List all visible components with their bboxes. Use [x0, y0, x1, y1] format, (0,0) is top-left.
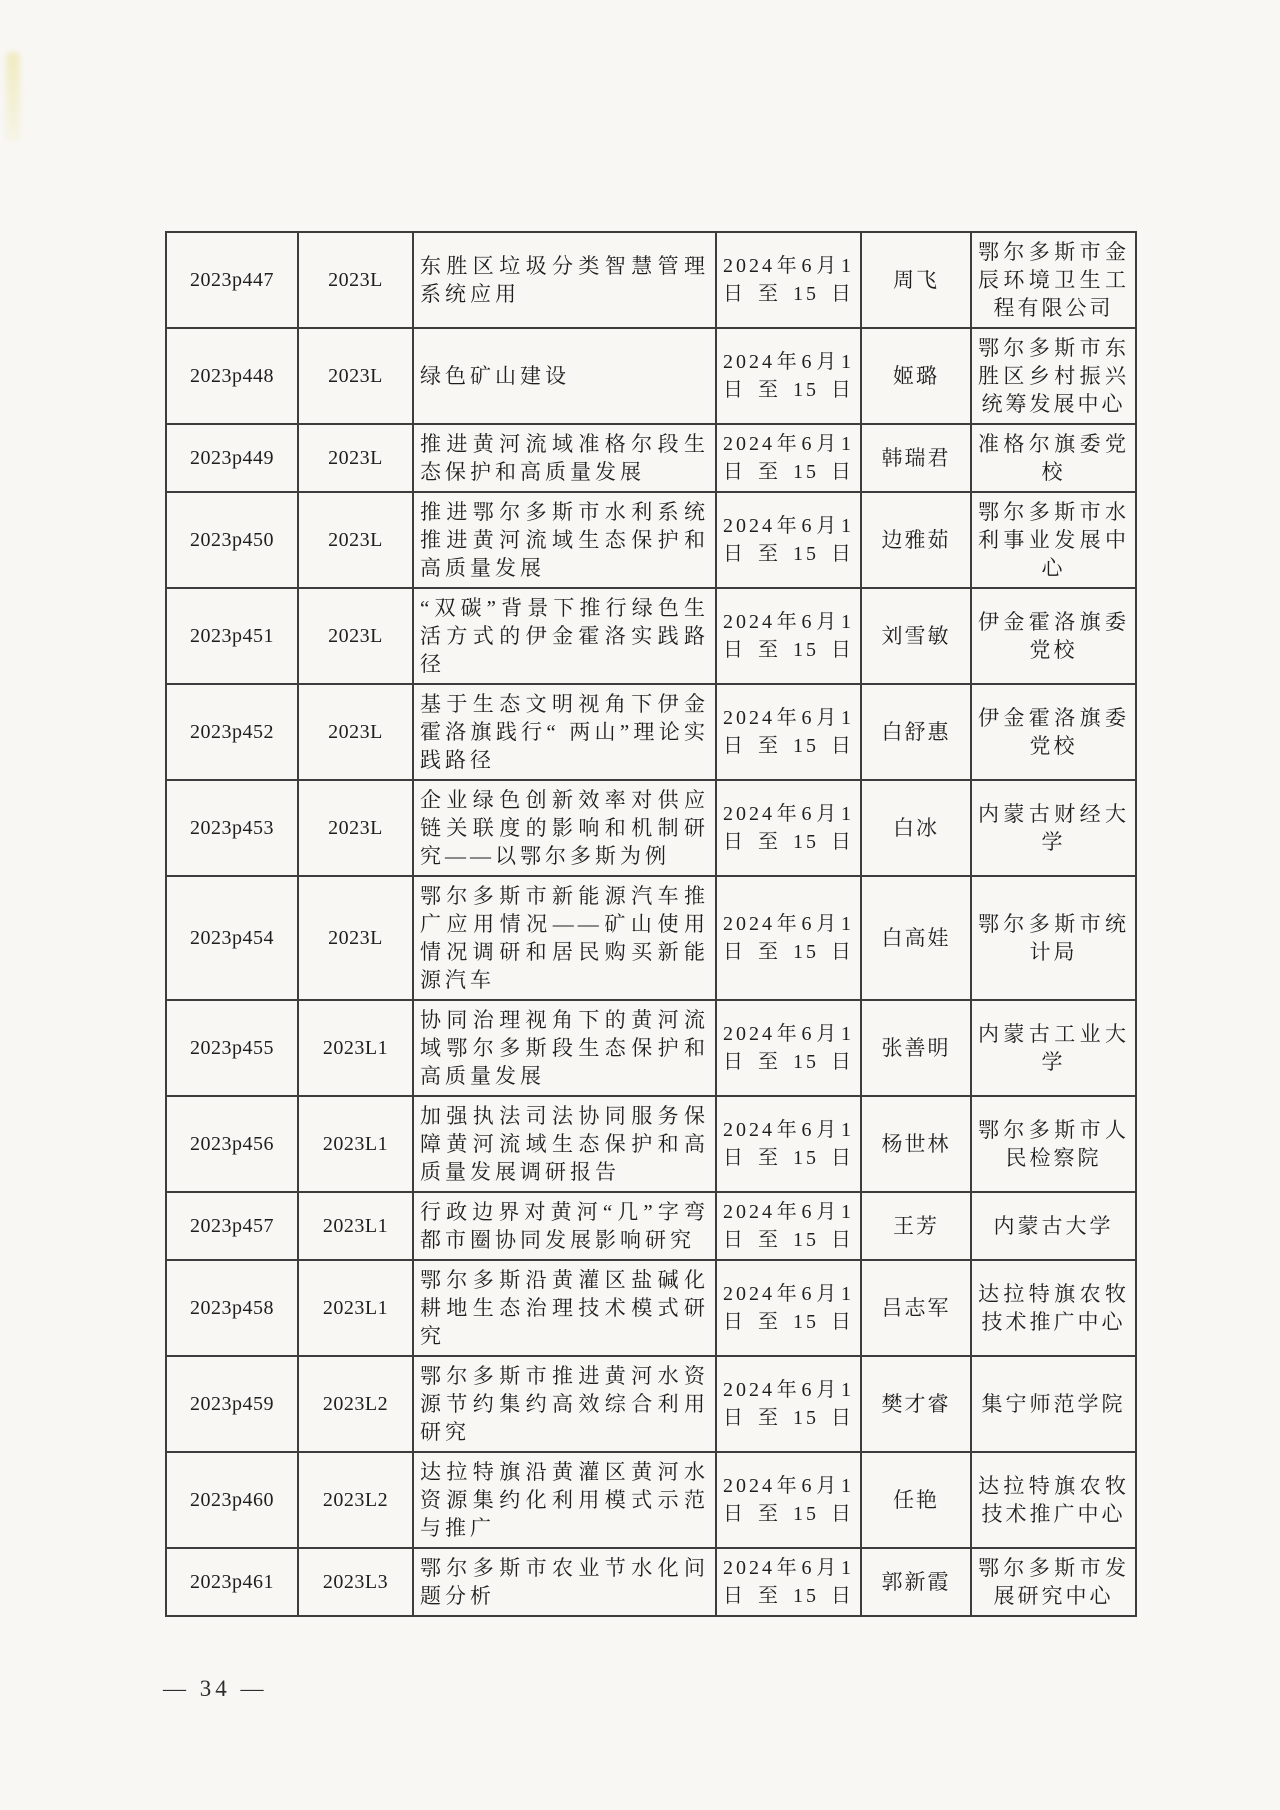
projects-table [165, 231, 1137, 1617]
cell-schedule: 2024年6月1日至15日 [716, 1356, 861, 1452]
cell-leader: 郭新霞 [861, 1548, 971, 1616]
cell-organization: 鄂尔多斯市东胜区乡村振兴统筹发展中心 [971, 328, 1136, 424]
cell-category: 2023L1 [298, 1260, 413, 1356]
cell-category: 2023L1 [298, 1000, 413, 1096]
cell-organization: 达拉特旗农牧技术推广中心 [971, 1260, 1136, 1356]
cell-project-id: 2023p447 [166, 232, 298, 328]
cell-organization: 伊金霍洛旗委党校 [971, 588, 1136, 684]
cell-project-title: 加强执法司法协同服务保障黄河流域生态保护和高质量发展调研报告 [413, 1096, 716, 1192]
cell-category: 2023L3 [298, 1548, 413, 1616]
cell-project-id: 2023p453 [166, 780, 298, 876]
cell-project-title: 绿色矿山建设 [413, 328, 716, 424]
table-row [166, 328, 1136, 424]
cell-leader: 姬璐 [861, 328, 971, 424]
cell-organization: 准格尔旗委党校 [971, 424, 1136, 492]
table-row [166, 1192, 1136, 1260]
cell-project-id: 2023p456 [166, 1096, 298, 1192]
table-row [166, 684, 1136, 780]
cell-project-id: 2023p450 [166, 492, 298, 588]
cell-category: 2023L1 [298, 1192, 413, 1260]
table-row [166, 1356, 1136, 1452]
cell-project-title: 鄂尔多斯沿黄灌区盐碱化耕地生态治理技术模式研究 [413, 1260, 716, 1356]
cell-schedule: 2024年6月1日至15日 [716, 1452, 861, 1548]
cell-project-id: 2023p454 [166, 876, 298, 1000]
cell-schedule: 2024年6月1日至15日 [716, 492, 861, 588]
cell-schedule: 2024年6月1日至15日 [716, 232, 861, 328]
cell-leader: 刘雪敏 [861, 588, 971, 684]
cell-category: 2023L [298, 780, 413, 876]
projects-table-body [166, 232, 1136, 1616]
cell-leader: 边雅茹 [861, 492, 971, 588]
cell-schedule: 2024年6月1日至15日 [716, 1548, 861, 1616]
table-row [166, 780, 1136, 876]
table-row [166, 424, 1136, 492]
cell-organization: 鄂尔多斯市发展研究中心 [971, 1548, 1136, 1616]
cell-category: 2023L [298, 588, 413, 684]
cell-project-title: 达拉特旗沿黄灌区黄河水资源集约化利用模式示范与推广 [413, 1452, 716, 1548]
cell-project-id: 2023p448 [166, 328, 298, 424]
cell-organization: 集宁师范学院 [971, 1356, 1136, 1452]
cell-schedule: 2024年6月1日至15日 [716, 1260, 861, 1356]
cell-project-title: 鄂尔多斯市新能源汽车推广应用情况——矿山使用情况调研和居民购买新能源汽车 [413, 876, 716, 1000]
table-row [166, 1096, 1136, 1192]
cell-leader: 白舒惠 [861, 684, 971, 780]
cell-organization: 鄂尔多斯市统计局 [971, 876, 1136, 1000]
table-row [166, 876, 1136, 1000]
cell-project-title: 东胜区垃圾分类智慧管理系统应用 [413, 232, 716, 328]
cell-leader: 白冰 [861, 780, 971, 876]
cell-project-id: 2023p455 [166, 1000, 298, 1096]
cell-schedule: 2024年6月1日至15日 [716, 780, 861, 876]
cell-project-id: 2023p457 [166, 1192, 298, 1260]
cell-category: 2023L [298, 328, 413, 424]
table-row [166, 492, 1136, 588]
cell-leader: 樊才睿 [861, 1356, 971, 1452]
cell-project-id: 2023p449 [166, 424, 298, 492]
cell-project-id: 2023p452 [166, 684, 298, 780]
table-row [166, 1452, 1136, 1548]
cell-project-id: 2023p461 [166, 1548, 298, 1616]
cell-leader: 王芳 [861, 1192, 971, 1260]
cell-schedule: 2024年6月1日至15日 [716, 1096, 861, 1192]
table-row [166, 232, 1136, 328]
cell-project-title: 企业绿色创新效率对供应链关联度的影响和机制研究——以鄂尔多斯为例 [413, 780, 716, 876]
cell-organization: 鄂尔多斯市金辰环境卫生工程有限公司 [971, 232, 1136, 328]
cell-leader: 任艳 [861, 1452, 971, 1548]
cell-project-title: 行政边界对黄河“几”字弯都市圈协同发展影响研究 [413, 1192, 716, 1260]
cell-project-title: 基于生态文明视角下伊金霍洛旗践行“ 两山”理论实践路径 [413, 684, 716, 780]
cell-leader: 吕志军 [861, 1260, 971, 1356]
cell-leader: 杨世林 [861, 1096, 971, 1192]
cell-project-title: 协同治理视角下的黄河流域鄂尔多斯段生态保护和高质量发展 [413, 1000, 716, 1096]
cell-project-title: 推进黄河流域准格尔段生态保护和高质量发展 [413, 424, 716, 492]
scan-smudge [6, 52, 20, 142]
cell-project-title: “双碳”背景下推行绿色生活方式的伊金霍洛实践路径 [413, 588, 716, 684]
cell-leader: 周飞 [861, 232, 971, 328]
table-row [166, 1260, 1136, 1356]
cell-organization: 鄂尔多斯市水利事业发展中心 [971, 492, 1136, 588]
cell-schedule: 2024年6月1日至15日 [716, 588, 861, 684]
cell-schedule: 2024年6月1日至15日 [716, 684, 861, 780]
cell-project-id: 2023p460 [166, 1452, 298, 1548]
cell-project-id: 2023p459 [166, 1356, 298, 1452]
cell-organization: 内蒙古大学 [971, 1192, 1136, 1260]
cell-category: 2023L1 [298, 1096, 413, 1192]
cell-project-id: 2023p458 [166, 1260, 298, 1356]
cell-schedule: 2024年6月1日至15日 [716, 424, 861, 492]
cell-project-id: 2023p451 [166, 588, 298, 684]
cell-organization: 内蒙古工业大学 [971, 1000, 1136, 1096]
table-row [166, 588, 1136, 684]
cell-organization: 伊金霍洛旗委党校 [971, 684, 1136, 780]
table-row [166, 1548, 1136, 1616]
cell-project-title: 推进鄂尔多斯市水利系统推进黄河流域生态保护和高质量发展 [413, 492, 716, 588]
cell-project-title: 鄂尔多斯市推进黄河水资源节约集约高效综合利用研究 [413, 1356, 716, 1452]
cell-schedule: 2024年6月1日至15日 [716, 1000, 861, 1096]
cell-leader: 张善明 [861, 1000, 971, 1096]
cell-schedule: 2024年6月1日至15日 [716, 876, 861, 1000]
cell-category: 2023L [298, 232, 413, 328]
cell-leader: 白高娃 [861, 876, 971, 1000]
cell-organization: 达拉特旗农牧技术推广中心 [971, 1452, 1136, 1548]
cell-organization: 鄂尔多斯市人民检察院 [971, 1096, 1136, 1192]
cell-category: 2023L2 [298, 1356, 413, 1452]
cell-category: 2023L [298, 876, 413, 1000]
cell-category: 2023L [298, 492, 413, 588]
cell-category: 2023L [298, 424, 413, 492]
footer-page-number: — 34 — [163, 1676, 268, 1701]
cell-schedule: 2024年6月1日至15日 [716, 328, 861, 424]
cell-category: 2023L [298, 684, 413, 780]
cell-category: 2023L2 [298, 1452, 413, 1548]
cell-organization: 内蒙古财经大学 [971, 780, 1136, 876]
cell-schedule: 2024年6月1日至15日 [716, 1192, 861, 1260]
cell-leader: 韩瑞君 [861, 424, 971, 492]
cell-project-title: 鄂尔多斯市农业节水化问题分析 [413, 1548, 716, 1616]
table-row [166, 1000, 1136, 1096]
